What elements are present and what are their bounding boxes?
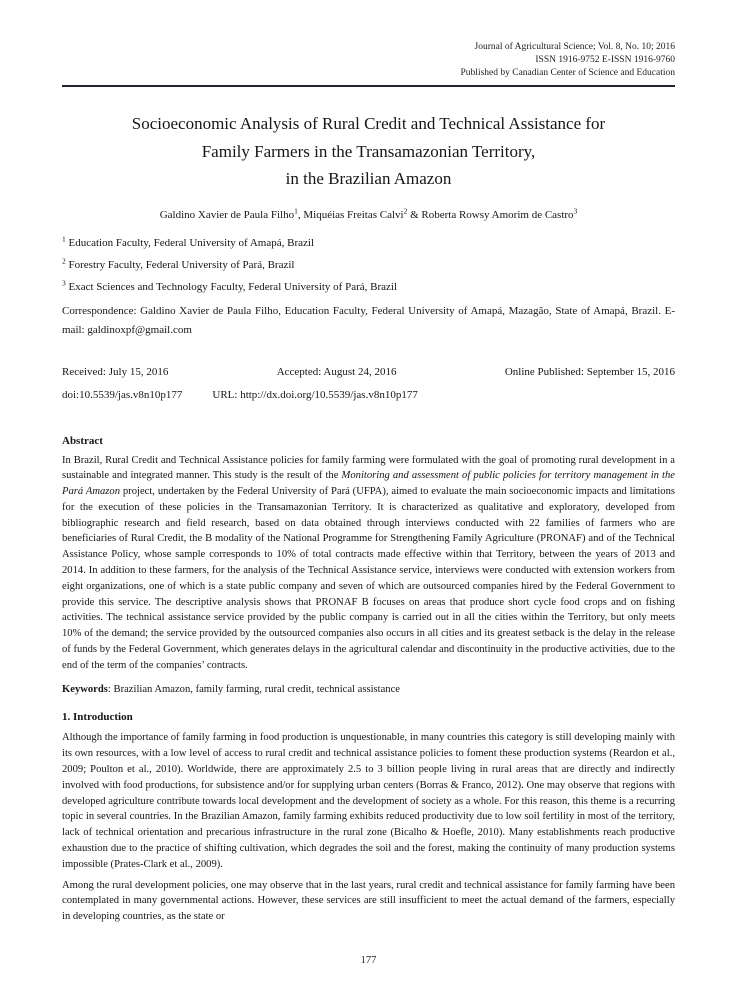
keywords-line: [62, 682, 675, 698]
affiliation-2: [62, 255, 675, 273]
accepted-date: Accepted: August 24, 2016: [276, 365, 397, 378]
author-3-name: Roberta Rowsy Amorim de Castro: [421, 208, 574, 221]
keywords-text: : Brazilian Amazon, family farming, rural credit, technical assistance: [107, 683, 401, 695]
affiliation-1-text: Education Faculty, Federal University of Amapá, Brazil: [65, 236, 314, 249]
abstract-part-2: project, undertaken by the Federal University of Pará (UFPA), aimed to evaluate the main socioeconomic impacts and limitations for the execution of these policies in the Transamazonian Territory. It is characterized as qualitative and exploratory, developed from bibliographic research and field research, based on data obtained through interviews conducted with 22 families of farmers who are beneficiaries of Rural Credit, the B modality of the National Programme for Strengthening Family Agriculture (PRONAF) and of the Technical Assistance Policy, whose sample corresponds to 10% of total contracts made effective within that Territory, between the years of 2013 and 2014. In addition to these farmers, for the analysis of the Technical Assistance service, interviews were conducted with extension workers from eight organizations, one of which is a state public company and seven of which are outsourced companies hired by the Federal Government to provide this service. The descriptive analysis shows that PRONAF B focuses on areas that produce short cycle food crops and on fishing activities. The technical assistance service provided by the public company is carried out in all the cities within the Territory, but only meets 10% of the demand; the service provided by the outsourced companies also occurs in all cities and its greatest setback is the delay in the release of funds by the Federal Government, which generates delays in the agricultural calendar and discontinuity in the productive activities, due to the end of the term of the companies’ contracts.: [62, 486, 675, 671]
journal-header: [62, 41, 675, 80]
affiliation-3-text: Exact Sciences and Technology Faculty, Federal University of Pará, Brazil: [65, 280, 398, 293]
affiliation-1-mark: 1: [62, 233, 66, 243]
affiliation-2-mark: 2: [62, 255, 66, 265]
title-line-2: Family Farmers in the Transamazonian Territory,: [201, 141, 536, 161]
received-date: Received: July 15, 2016: [62, 365, 169, 378]
doi-url: URL: http://dx.doi.org/10.5539/jas.v8n10p177: [212, 388, 418, 401]
affiliation-3-mark: 3: [62, 277, 66, 287]
journal-publisher: Published by Canadian Center of Science and Education: [460, 68, 675, 78]
affiliation-1: [62, 233, 675, 251]
doi-row: [62, 387, 675, 403]
paper-title: [62, 110, 675, 193]
author-2-name: Miquéias Freitas Calvi: [303, 208, 404, 221]
affiliation-3: [62, 277, 675, 295]
introduction-paragraph-2: Among the rural development policies, one may observe that in the last years, rural credit and technical assistance for family farming have been contemplated in many governmental actions. However, these services are still insufficient to meet the actual demand of the farmers, especially in developing countries, as the state or: [62, 879, 675, 923]
author-2-affiliation-mark: 2: [403, 205, 408, 215]
author-separator-2: &: [407, 208, 422, 221]
page-number: 177: [360, 955, 377, 966]
journal-issn: ISSN 1916-9752 E-ISSN 1916-9760: [535, 55, 675, 65]
introduction-heading: 1. Introduction: [62, 711, 133, 724]
dates-row: [62, 364, 675, 380]
page-content: [62, 0, 675, 925]
doi-text: doi:10.5539/jas.v8n10p177: [62, 388, 183, 401]
article-meta: [62, 364, 675, 403]
author-1-affiliation-mark: 1: [294, 205, 298, 215]
header-divider: [62, 85, 675, 87]
abstract-text: [62, 453, 675, 674]
title-line-1: Socioeconomic Analysis of Rural Credit and Technical Assistance for: [131, 114, 606, 133]
title-line-3: in the Brazilian Amazon: [285, 169, 452, 188]
abstract-heading: Abstract: [62, 434, 103, 447]
author-separator-1: ,: [297, 208, 304, 221]
affiliations-list: [62, 233, 675, 295]
author-1-name: Galdino Xavier de Paula Filho: [159, 208, 295, 221]
journal-name-volume: Journal of Agricultural Science; Vol. 8, No. 10; 2016: [474, 42, 675, 52]
author-3-affiliation-mark: 3: [573, 205, 578, 215]
online-published-date: Online Published: September 15, 2016: [504, 365, 675, 378]
abstract-project-title: Monitoring and assessment of public policies for territory management in the Pará Amazon: [62, 470, 675, 498]
affiliation-2-text: Forestry Faculty, Federal University of Pará, Brazil: [65, 258, 295, 271]
introduction-paragraph-1: Although the importance of family farming in food production is unquestionable, in many countries this category is still developing mainly with its own resources, with a low level of access to rural credit and technical assistance policies to foment these production systems (Reardon et al., 2009; Poulton et al., 2010). Worldwide, there are approximately 2.5 to 3 billion people living in rural areas that are directly and indirectly involved with food productions, for subsistence and/or for supplying urban centers (Borras & Franco, 2012). One may observe that regions with developed agriculture contribute towards local development and the development of society as a whole. For this reason, this theme is a recurring topic in several countries. In the Brazilian Amazon, family farming exhibits reduced productivity due to low soil fertility in most of the territory, lack of technical orientation and precarious infrastructure in the rural zone (Bicalho & Hoefle, 2010). Many establishments reach productive exhaustion due to the practice of shifting cultivation, which degrades the soil and the forest, making the continuity of many production systems impossible (Prates-Clark et al., 2009).: [62, 732, 675, 870]
correspondence-note: Correspondence: Galdino Xavier de Paula Filho, Education Faculty, Federal University of Amapá, Mazagão, State of Amapá, Brazil. E-mail: galdinoxpf@gmail.com: [62, 304, 675, 336]
authors-line: [62, 205, 675, 223]
abstract-part-1: In Brazil, Rural Credit and Technical Assistance policies for family farming were formulated with the goal of promoting rural development in a sustainable and integrated manner. This study is the result of the: [62, 454, 675, 482]
keywords-label: Keywords: [62, 683, 108, 695]
